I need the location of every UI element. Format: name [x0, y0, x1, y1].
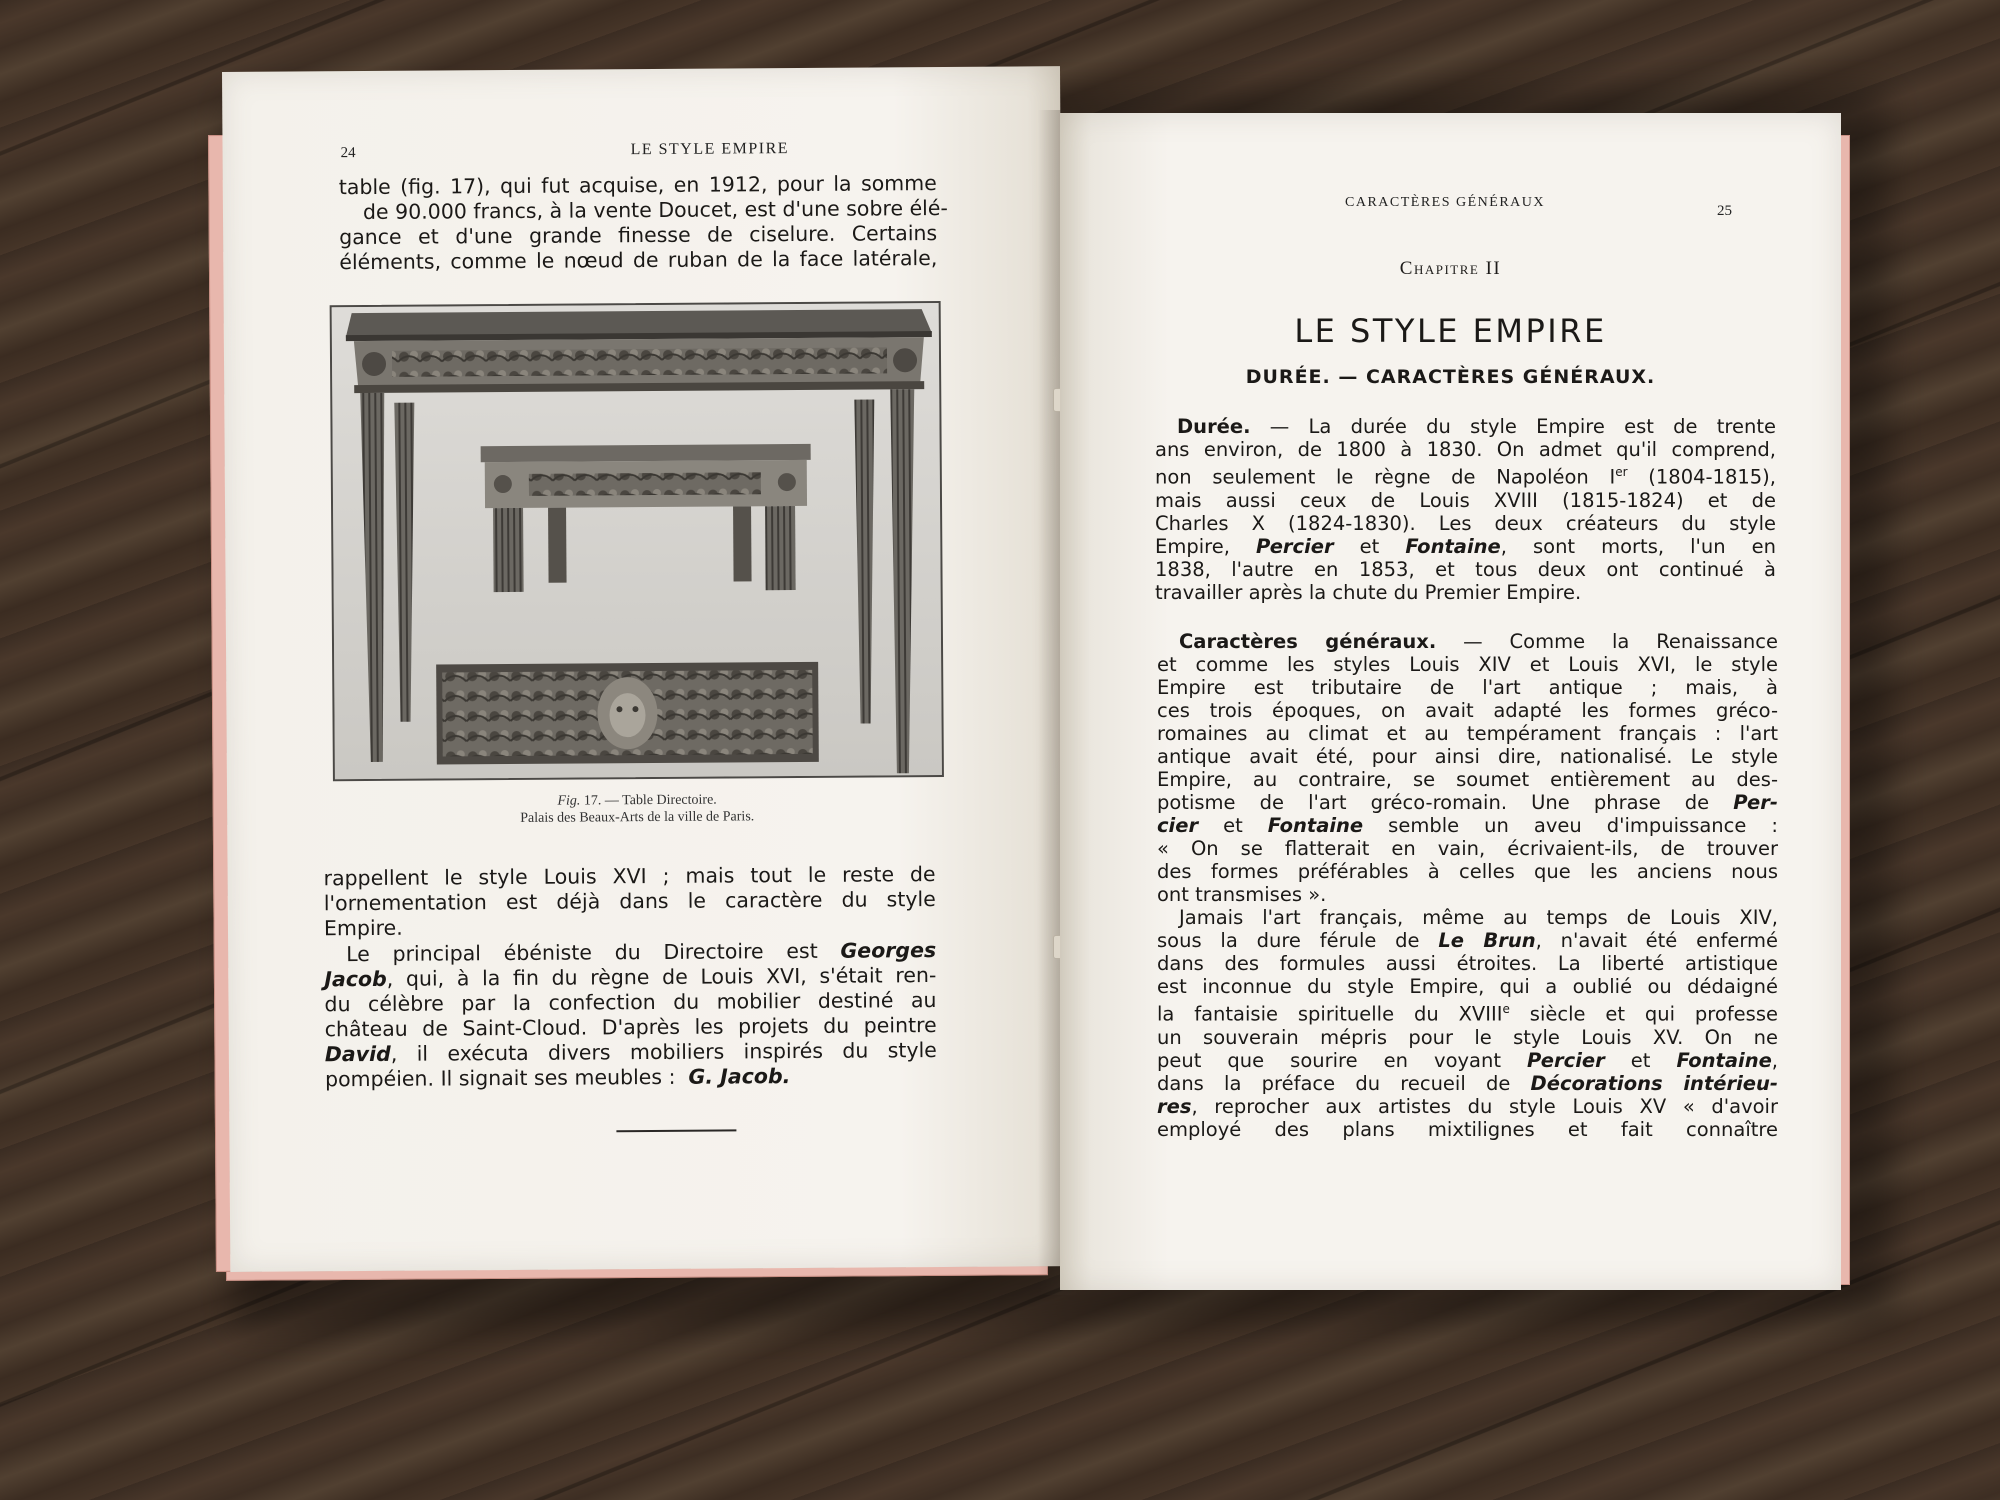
text-line: Empire est tributaire de l'art antique ; mais, à [1157, 676, 1778, 699]
text-line: ans environ, de 1800 à 1830. On admet qu'il comprend, [1155, 438, 1776, 461]
text-span: non seulement le règne de Napoléon I [1155, 465, 1616, 489]
text-span: , il exécuta divers mobiliers inspirés du style [390, 1038, 937, 1066]
text-span: peut que sourire en voyant [1157, 1048, 1528, 1072]
text-line: est inconnue du style Empire, qui a oublié ou dédaigné [1157, 975, 1778, 998]
figure-caption [387, 790, 887, 827]
name-fontaine: Fontaine [1405, 534, 1501, 558]
text-span: la fantaisie spirituelle du XVIII [1157, 1002, 1503, 1026]
page-subtitle: DURÉE. — CARACTÈRES GÉNÉRAUX. [1245, 366, 1656, 388]
text-line [1157, 630, 1778, 653]
text-span: pompéien. Il signait ses meubles : [324, 1064, 676, 1092]
name-georges: Georges [840, 938, 937, 963]
text-line: Jamais l'art français, même au temps de Louis XIV, [1179, 906, 1778, 929]
left-page [222, 66, 1068, 1272]
text-line: gance et d'une grande finesse de ciselure. Certains [339, 221, 938, 250]
text-line: 1838, l'autre en 1853, et tous deux ont continué à [1155, 557, 1776, 581]
text-line: romaines au climat et au tempérament français : l'art [1157, 722, 1778, 745]
fig-label: Fig. [557, 793, 581, 809]
table-directoire-illustration [332, 303, 942, 779]
text-span: Empire, [1155, 534, 1256, 558]
text-line [1157, 814, 1778, 837]
text-span: — La durée du style Empire est de trente [1250, 415, 1776, 438]
text-line [1157, 791, 1778, 814]
name-fontaine: Fontaine [1267, 814, 1364, 837]
text-line: des formes préférables à celles que les anciens nous [1157, 860, 1778, 883]
text-span: (1804-1815), [1627, 465, 1776, 489]
left-bottom-paragraph-2 [324, 938, 937, 1092]
text-line: un souverain mépris pour le style Louis XV. On ne [1157, 1025, 1778, 1049]
book-title-decorations-cont: res [1157, 1094, 1192, 1118]
text-line [325, 1038, 937, 1067]
text-line [1157, 929, 1778, 952]
superscript: e [1502, 1002, 1510, 1016]
text-line [1155, 461, 1776, 489]
text-line: l'ornementation est déjà dans le caractère du style [323, 887, 936, 916]
text-line: dans des formules aussi étroites. La liberté artistique [1157, 952, 1778, 975]
left-running-head: LE STYLE EMPIRE [630, 140, 790, 159]
text-span: , n'avait été enfermé [1535, 929, 1778, 952]
section-heading-caracteres: Caractères généraux. [1179, 630, 1437, 653]
text-line: rappellent le style Louis XVI ; mais tout le reste de [323, 862, 936, 891]
text-line: et comme les styles Louis XIV et Louis XVI, le style [1157, 653, 1778, 676]
text-line: château de Saint-Cloud. D'après les projets du peintre [324, 1013, 937, 1042]
chapter-label: Chapitre II [1399, 258, 1502, 279]
text-line: table (fig. 17), qui fut acquise, en 1912, pour la somme [338, 171, 937, 200]
paragraph-duree [1155, 415, 1776, 604]
text-span: semble un aveu d'impuissance : [1363, 814, 1778, 837]
text-span: siècle et qui professe [1509, 1002, 1778, 1026]
text-line: antique avait été, pour ainsi dire, nationalisé. Le style [1157, 745, 1778, 768]
text-span: sous la dure férule de [1157, 929, 1439, 952]
right-page [1060, 113, 1841, 1290]
name-fontaine: Fontaine [1676, 1048, 1772, 1072]
text-line: Empire. [323, 915, 403, 941]
text-span: , qui, à la fin du règne de Louis XVI, s'était ren- [386, 963, 937, 991]
name-percier-cont: cier [1157, 814, 1199, 837]
text-span: , sont morts, l'un en [1500, 534, 1776, 558]
text-line [1157, 1049, 1778, 1072]
fig-number: 17. [583, 793, 602, 809]
text-line: de 90.000 francs, à la vente Doucet, est d'une sobre élé- [362, 195, 948, 225]
text-span: Le principal ébéniste du Directoire est [346, 938, 818, 967]
paragraph-jamais [1157, 906, 1778, 1141]
right-running-head: CARACTÈRES GÉNÉRAUX [1345, 195, 1546, 210]
text-line [1157, 998, 1778, 1026]
caption-line-2: Palais des Beaux-Arts de la ville de Paris. [520, 809, 755, 826]
text-line: Empire, au contraire, se soumet entièrement au des- [1157, 768, 1778, 791]
left-top-paragraph [338, 171, 948, 275]
text-span: et [1333, 534, 1406, 558]
name-percier: Percier [1527, 1048, 1605, 1072]
name-jacob: Jacob [324, 966, 387, 992]
signature-g-jacob: G. Jacob. [688, 1064, 791, 1089]
text-line [1155, 535, 1776, 558]
text-line: Charles X (1824-1830). Les deux créateurs du style [1155, 511, 1776, 535]
text-line: employé des plans mixtilignes et fait connaître [1157, 1117, 1778, 1141]
text-line: du célèbre par la confection du mobilier destiné au [324, 988, 937, 1017]
left-page-number: 24 [340, 145, 356, 162]
book-title-decorations: Décorations intérieu- [1530, 1071, 1778, 1095]
text-span: et [1198, 814, 1268, 837]
text-span: dans la préface du recueil de [1157, 1071, 1531, 1095]
text-line: ces trois époques, on avait adapté les formes gréco- [1157, 699, 1778, 722]
end-rule [616, 1129, 736, 1132]
text-line: travailler après la chute du Premier Empire. [1155, 580, 1582, 604]
text-line: ont transmises ». [1157, 883, 1327, 906]
left-bottom-paragraph-1 [324, 862, 937, 941]
name-david: David [324, 1041, 391, 1067]
fig-title: — Table Directoire. [604, 792, 717, 809]
name-percier: Percier [1255, 534, 1334, 558]
name-percier: Per- [1733, 791, 1778, 814]
text-line: éléments, comme le nœud de ruban de la face latérale, [339, 246, 938, 275]
page-title: LE STYLE EMPIRE [1294, 312, 1607, 350]
text-span: , [1771, 1048, 1778, 1072]
figure-17-photo [330, 301, 944, 781]
text-span: — Comme la Renaissance [1436, 630, 1778, 653]
text-line: « On se flatterait en vain, écrivaient-ils, de trouver [1157, 837, 1778, 860]
section-heading-duree: Durée. [1177, 415, 1251, 438]
text-line [325, 1063, 937, 1092]
superscript: er [1615, 465, 1628, 479]
text-span: potisme de l'art gréco-romain. Une phrase de [1157, 791, 1734, 814]
text-line [1157, 1095, 1778, 1118]
right-page-number: 25 [1717, 203, 1732, 219]
paragraph-caracteres-generaux [1157, 630, 1778, 906]
text-span: , reprocher aux artistes du style Louis XV « d'avoir [1191, 1094, 1778, 1118]
text-line [1157, 1072, 1778, 1095]
name-le-brun: Le Brun [1438, 929, 1536, 952]
text-line: mais aussi ceux de Louis XVIII (1815-1824) et de [1155, 488, 1776, 512]
chapter-heading [1060, 258, 1841, 280]
text-line [1155, 415, 1776, 438]
text-span: et [1604, 1048, 1677, 1072]
